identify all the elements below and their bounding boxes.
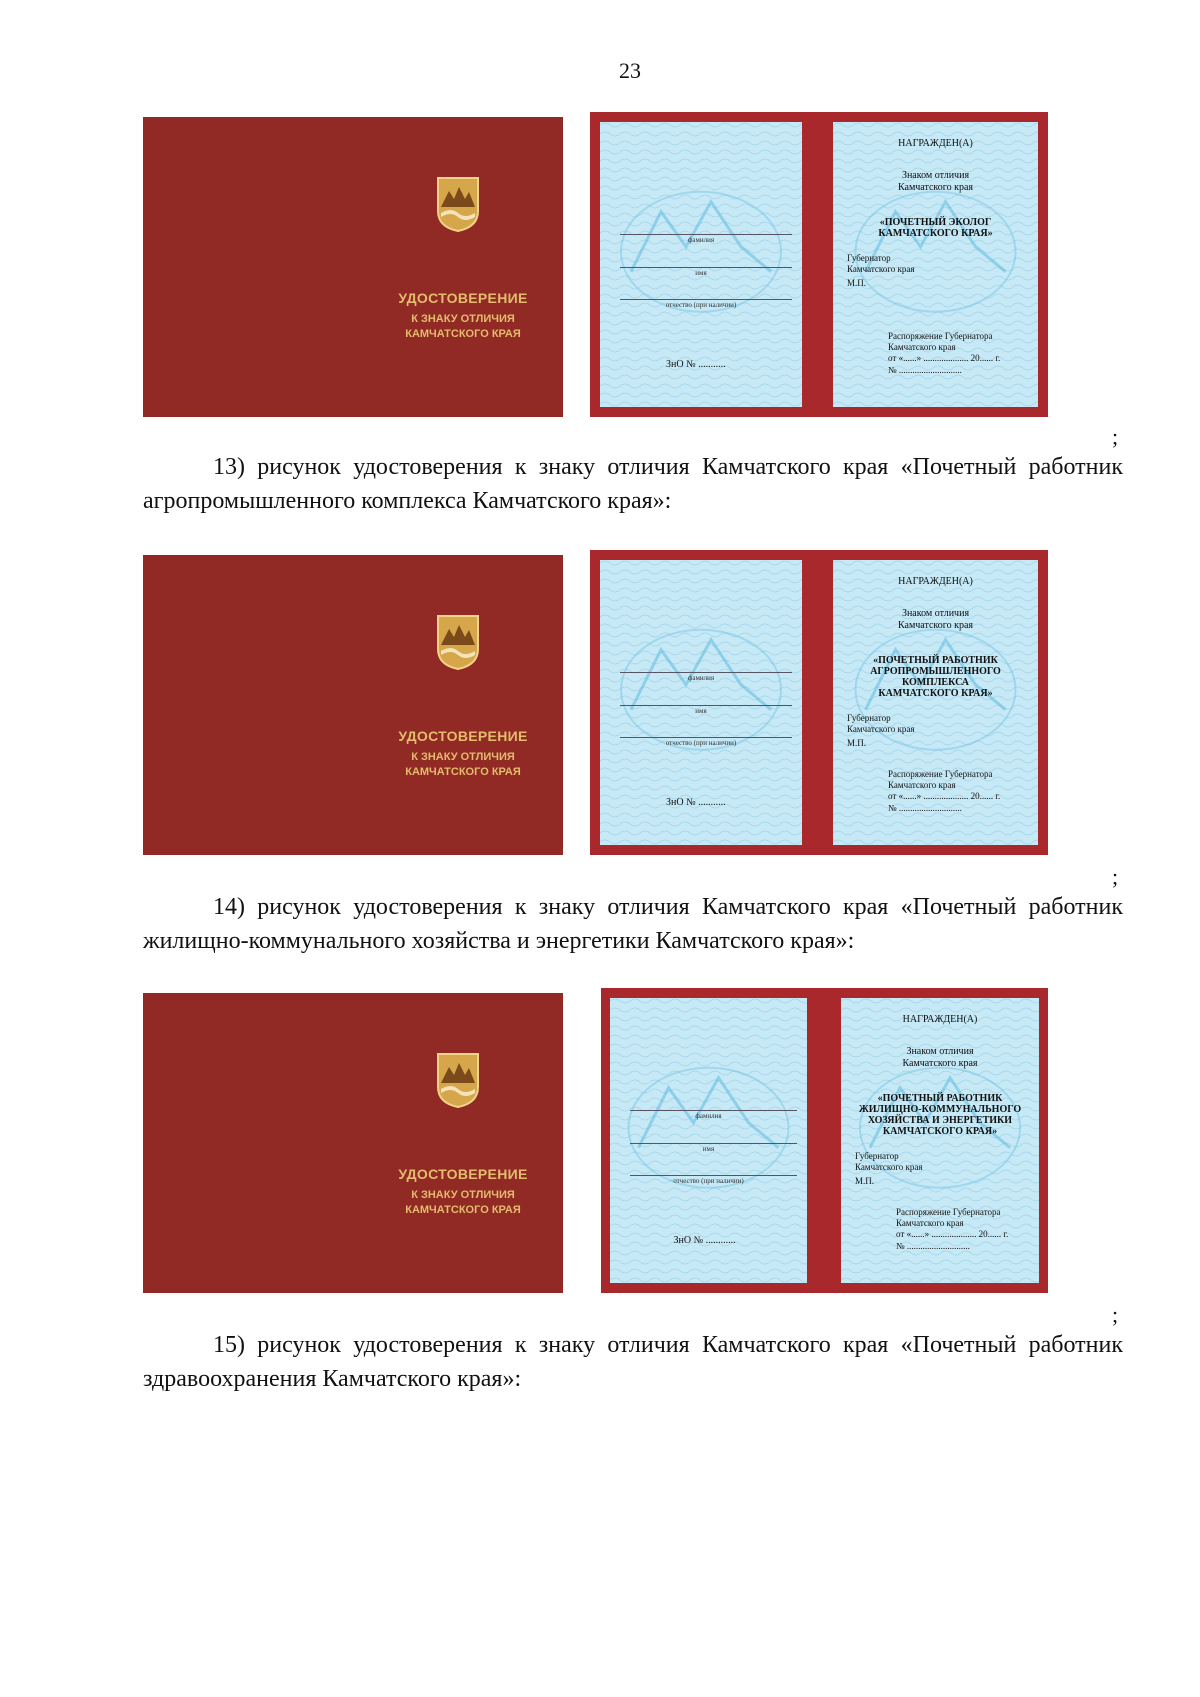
patronymic-line [630,1175,797,1176]
order-label: Распоряжение Губернатора [896,1207,1001,1217]
cover-title: УДОСТОВЕРЕНИЕ [398,728,528,744]
award-title-line: АГРОПРОМЫШЛЕННОГО [870,666,1001,677]
governor-label: Губернатор [847,253,891,263]
patronymic-line [620,299,792,300]
surname-line [620,672,792,673]
surname-line [630,1110,797,1111]
name-label: имя [702,1145,715,1153]
award-title-line: «ПОЧЕТНЫЙ РАБОТНИК [877,1093,1003,1104]
caption-text: 15) рисунок удостоверения к знаку отличия Камчатского края «Почетный работник здравоохранения Камчатского края»: [143,1332,1123,1392]
award-title-line: КАМЧАТСКОГО КРАЯ» [878,228,993,239]
name-label: имя [695,707,707,715]
name-line [620,705,792,706]
sign-line: Знаком отличия [901,608,970,619]
seal-label: М.П. [847,738,867,748]
seal-label: М.П. [847,278,867,288]
sign-line: Знаком отличия [901,170,970,181]
patronymic-label: отчество (при наличии) [665,301,737,309]
surname-label: фамилия [687,236,715,244]
order-label: Распоряжение Губернатора [888,331,993,341]
inner-left-page [600,560,802,845]
order-date-line: от «......» .................... 20...... г. [888,791,1001,801]
governor-label: Камчатского края [847,264,915,274]
cover-subtitle: К ЗНАКУ ОТЛИЧИЯ [411,751,515,763]
award-title-line: КАМЧАТСКОГО КРАЯ» [878,688,993,699]
award-title-line: ЖИЛИЩНО-КОММУНАЛЬНОГО [858,1104,1022,1115]
cover-subtitle: КАМЧАТСКОГО КРАЯ [405,1204,521,1216]
cover-subtitle: КАМЧАТСКОГО КРАЯ [405,766,521,778]
governor-label: Камчатского края [855,1162,923,1172]
sign-line: Знаком отличия [906,1046,974,1057]
awarded-heading: НАГРАЖДЕН(А) [898,576,973,587]
cover-subtitle: К ЗНАКУ ОТЛИЧИЯ [411,313,515,325]
kamchatka-emblem-icon [435,175,481,233]
governor-label: Камчатского края [847,724,915,734]
certificate-cover [143,555,563,855]
sign-line: Камчатского края [897,620,974,631]
name-label: имя [695,269,707,277]
order-number-line: № ............................ [888,365,962,375]
inner-left-page [610,998,807,1283]
certificate-figure [143,555,1048,855]
certificate-cover [143,993,563,1293]
inner-right-page [833,122,1038,407]
award-title-line: «ПОЧЕТНЫЙ РАБОТНИК [873,655,998,666]
caption-text: 13) рисунок удостоверения к знаку отличия Камчатского края «Почетный работник агропромышленного комплекса Камчатского края»: [143,454,1123,514]
certificate-number-label: ЗнО № ........... [666,359,726,370]
certificate-inner-spread [601,988,1048,1293]
governor-label: Губернатор [855,1151,899,1161]
certificate-number-label: ЗнО № ........... [666,797,726,808]
cover-title: УДОСТОВЕРЕНИЕ [398,290,528,306]
order-date-line: от «......» .................... 20...... г. [888,353,1001,363]
figure-caption [143,450,1123,518]
inner-right-page [833,560,1038,845]
awarded-heading: НАГРАЖДЕН(А) [902,1014,978,1025]
patronymic-label: отчество (при наличии) [665,739,737,747]
certificate-inner-spread [590,112,1048,417]
order-label: Камчатского края [896,1218,964,1228]
separator-semicolon: ; [1112,424,1119,449]
order-label: Камчатского края [888,342,956,352]
certificate-figure [143,117,1048,417]
governor-label: Губернатор [847,713,891,723]
page-number: 23 [619,58,641,83]
order-number-line: № ............................ [888,803,962,813]
certificate-cover [143,117,563,417]
order-label: Камчатского края [888,780,956,790]
award-title-line: КАМЧАТСКОГО КРАЯ» [882,1126,998,1137]
cover-title: УДОСТОВЕРЕНИЕ [398,1166,528,1182]
awarded-heading: НАГРАЖДЕН(А) [898,138,973,149]
figure-caption [143,890,1123,958]
cover-subtitle: КАМЧАТСКОГО КРАЯ [405,328,521,340]
figure-caption [143,1328,1123,1396]
surname-label: фамилия [687,674,715,682]
separator-semicolon: ; [1112,1302,1119,1327]
award-title-line: КОМПЛЕКСА [901,677,970,688]
kamchatka-emblem-icon [435,613,481,671]
patronymic-line [620,737,792,738]
cover-subtitle: К ЗНАКУ ОТЛИЧИЯ [411,1189,515,1201]
patronymic-label: отчество (при наличии) [673,1177,744,1185]
separator-semicolon: ; [1112,864,1119,889]
caption-text: 14) рисунок удостоверения к знаку отличия Камчатского края «Почетный работник жилищно-коммунального хозяйства и энергетики Камчатского края»: [143,894,1123,954]
order-date-line: от «......» .................... 20...... г. [896,1229,1009,1239]
certificate-number-label: ЗнО № ............ [673,1235,736,1246]
name-line [630,1143,797,1144]
sign-line: Камчатского края [902,1058,978,1069]
certificate-inner-spread [590,550,1048,855]
sign-line: Камчатского края [897,182,974,193]
name-line [620,267,792,268]
seal-label: М.П. [855,1176,875,1186]
order-number-line: № ............................ [896,1241,970,1251]
surname-line [620,234,792,235]
kamchatka-emblem-icon [435,1051,481,1109]
inner-right-page [841,998,1039,1283]
award-title-line: ХОЗЯЙСТВА И ЭНЕРГЕТИКИ [867,1115,1013,1126]
order-label: Распоряжение Губернатора [888,769,993,779]
award-title-line: «ПОЧЕТНЫЙ ЭКОЛОГ [879,217,992,228]
inner-left-page [600,122,802,407]
certificate-figure [143,993,1048,1293]
surname-label: фамилия [695,1112,722,1120]
